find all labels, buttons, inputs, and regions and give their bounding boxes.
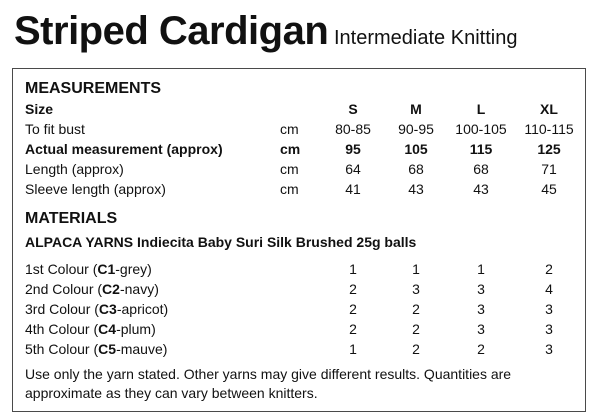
header bbox=[14, 6, 594, 56]
measurement-row-sleeve bbox=[13, 179, 587, 199]
row-unit: cm bbox=[280, 141, 301, 157]
size-m: M bbox=[410, 101, 422, 117]
value-xl: 71 bbox=[541, 161, 557, 177]
value-xl: 4 bbox=[545, 281, 553, 297]
value-s: 1 bbox=[349, 261, 357, 277]
yarn-note: Use only the yarn stated. Other yarns may give different results. Quantities are approximate as they can vary between knitters. bbox=[25, 366, 512, 401]
page-title: Striped Cardigan bbox=[14, 9, 329, 53]
value-l: 3 bbox=[477, 301, 485, 317]
measurement-row-actual bbox=[13, 139, 587, 159]
colour-row-5 bbox=[13, 339, 587, 359]
colour-label: 3rd Colour (C3-apricot) bbox=[25, 301, 169, 317]
value-l: 43 bbox=[473, 181, 489, 197]
row-unit: cm bbox=[280, 161, 299, 177]
value-m: 43 bbox=[408, 181, 424, 197]
value-s: 64 bbox=[345, 161, 361, 177]
value-m: 2 bbox=[412, 341, 420, 357]
size-s: S bbox=[348, 101, 358, 117]
value-xl: 3 bbox=[545, 301, 553, 317]
colour-label: 1st Colour (C1-grey) bbox=[25, 261, 152, 277]
colour-label: 4th Colour (C4-plum) bbox=[25, 321, 156, 337]
value-m: 68 bbox=[408, 161, 424, 177]
value-s: 41 bbox=[345, 181, 361, 197]
measurement-row-bust bbox=[13, 119, 587, 139]
row-unit: cm bbox=[280, 121, 299, 137]
page-subtitle: Intermediate Knitting bbox=[334, 27, 518, 49]
row-unit: cm bbox=[280, 181, 299, 197]
value-l: 100-105 bbox=[455, 121, 507, 137]
colour-label: 5th Colour (C5-mauve) bbox=[25, 341, 168, 357]
value-m: 90-95 bbox=[398, 121, 434, 137]
value-xl: 2 bbox=[545, 261, 553, 277]
value-s: 1 bbox=[349, 341, 357, 357]
colour-row-3 bbox=[13, 299, 587, 319]
value-l: 2 bbox=[477, 341, 485, 357]
value-m: 1 bbox=[412, 261, 420, 277]
value-s: 2 bbox=[349, 301, 357, 317]
value-m: 2 bbox=[412, 301, 420, 317]
row-label: Sleeve length (approx) bbox=[25, 181, 166, 197]
measurements-heading: MEASUREMENTS bbox=[25, 80, 162, 97]
colour-row-1 bbox=[13, 259, 587, 279]
value-xl: 45 bbox=[541, 181, 557, 197]
value-l: 3 bbox=[477, 321, 485, 337]
pattern-info-panel bbox=[12, 68, 586, 412]
value-xl: 3 bbox=[545, 321, 553, 337]
value-xl: 3 bbox=[545, 341, 553, 357]
value-l: 3 bbox=[477, 281, 485, 297]
value-m: 3 bbox=[412, 281, 420, 297]
size-header-row bbox=[13, 99, 587, 119]
yarn-description: ALPACA YARNS Indiecita Baby Suri Silk Brushed 25g balls bbox=[25, 234, 417, 250]
value-s: 95 bbox=[345, 141, 361, 157]
size-label: Size bbox=[25, 101, 54, 117]
row-label: Length (approx) bbox=[25, 161, 124, 177]
colour-row-4 bbox=[13, 319, 587, 339]
size-xl: XL bbox=[540, 101, 558, 117]
value-m: 2 bbox=[412, 321, 420, 337]
row-label: To fit bust bbox=[25, 121, 85, 137]
measurement-row-length bbox=[13, 159, 587, 179]
colour-label: 2nd Colour (C2-navy) bbox=[25, 281, 159, 297]
value-l: 68 bbox=[473, 161, 489, 177]
value-s: 2 bbox=[349, 321, 357, 337]
size-l: L bbox=[476, 101, 486, 117]
value-m: 105 bbox=[404, 141, 428, 157]
row-label: Actual measurement (approx) bbox=[25, 141, 223, 157]
colour-row-2 bbox=[13, 279, 587, 299]
value-xl: 125 bbox=[537, 141, 561, 157]
value-s: 80-85 bbox=[335, 121, 371, 137]
value-l: 115 bbox=[469, 141, 493, 157]
value-l: 1 bbox=[477, 261, 485, 277]
value-s: 2 bbox=[349, 281, 357, 297]
materials-heading: MATERIALS bbox=[25, 210, 118, 227]
value-xl: 110-115 bbox=[524, 121, 574, 137]
